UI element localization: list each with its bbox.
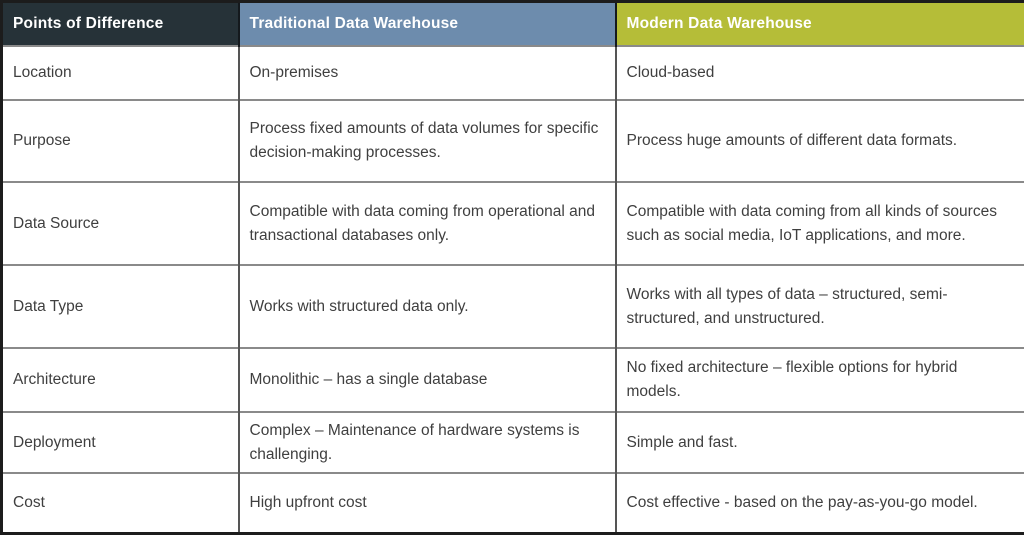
traditional-cell: On-premises xyxy=(239,46,616,100)
table-row-deployment xyxy=(2,412,1024,473)
modern-cell: Works with all types of data – structured, semi-structured, and unstructured. xyxy=(616,265,1024,347)
modern-cell: Cloud-based xyxy=(616,46,1024,100)
row-label: Deployment xyxy=(2,412,239,473)
modern-cell: Cost effective - based on the pay-as-you-go model. xyxy=(616,473,1024,534)
row-label: Data Source xyxy=(2,182,239,265)
traditional-cell: Compatible with data coming from operational and transactional databases only. xyxy=(239,182,616,265)
modern-cell: Process huge amounts of different data formats. xyxy=(616,100,1024,182)
traditional-cell: Complex – Maintenance of hardware systems is challenging. xyxy=(239,412,616,473)
modern-cell: No fixed architecture – flexible options for hybrid models. xyxy=(616,348,1024,413)
table-row-location xyxy=(2,46,1024,100)
row-label: Data Type xyxy=(2,265,239,347)
header-modern-data-warehouse: Modern Data Warehouse xyxy=(616,2,1024,46)
table-row-data-source xyxy=(2,182,1024,265)
row-label: Cost xyxy=(2,473,239,534)
table-row-architecture xyxy=(2,348,1024,413)
row-label: Architecture xyxy=(2,348,239,413)
header-points-of-difference: Points of Difference xyxy=(2,2,239,46)
traditional-cell: High upfront cost xyxy=(239,473,616,534)
modern-cell: Compatible with data coming from all kinds of sources such as social media, IoT applications, and more. xyxy=(616,182,1024,265)
table-row-purpose xyxy=(2,100,1024,182)
modern-cell: Simple and fast. xyxy=(616,412,1024,473)
traditional-cell: Monolithic – has a single database xyxy=(239,348,616,413)
row-label: Location xyxy=(2,46,239,100)
header-traditional-data-warehouse: Traditional Data Warehouse xyxy=(239,2,616,46)
row-label: Purpose xyxy=(2,100,239,182)
table-row-data-type xyxy=(2,265,1024,347)
table-row-cost xyxy=(2,473,1024,534)
traditional-cell: Process fixed amounts of data volumes for specific decision-making processes. xyxy=(239,100,616,182)
traditional-cell: Works with structured data only. xyxy=(239,265,616,347)
header-row xyxy=(2,2,1024,46)
